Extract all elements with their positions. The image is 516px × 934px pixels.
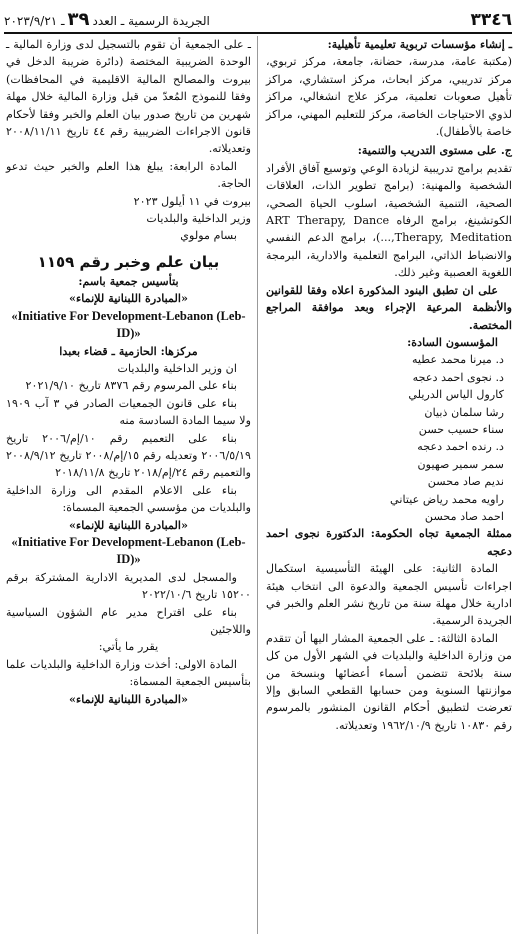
proposal-clause: بناء على اقتراح مدير عام الشؤون السياسية واللاجئين: [6, 605, 251, 636]
founders-list: [266, 351, 512, 525]
founder-name: سمر سمير صهيون: [417, 457, 504, 471]
recital: بناء على قانون الجمعيات الصادر في ٣ آب ١٩٠٩ ولا سيما المادة السادسة منه: [6, 396, 251, 428]
section-c-title: ج. على مستوى التدريب والتنمية:: [357, 143, 512, 158]
founder-name: سناء حسيب حسن: [418, 422, 504, 436]
recital: بناء على الاعلام المقدم الى وزارة الداخلية والبلديات من مؤسسي الجمعية المسماة:: [6, 483, 251, 515]
article-3: المادة الثالثة: ـ على الجمعية المشار اليها أن تتقدم من وزارة الداخلية والبلديات في الشهر الأول من كل سنة بلائحة تتضمن أسماء أعضائها وبنسخة من موازنتها السنوية ومن حسابها القطعي السابق وإلا تعرضت لتطبيق أحكام القانون المنشور بالمرسوم رقم ١٠٨٣٠ تاريخ ١٩٦٢/١٠/٩ وتعديلاته.: [266, 631, 512, 732]
signatory-name: بسام مولوي: [180, 229, 237, 243]
gazette-name: الجريدة الرسمية ـ العدد: [92, 14, 210, 28]
founder-name: راويه محمد رياض عيتاني: [390, 492, 504, 506]
founder-name: نديم صاد محسن: [427, 475, 504, 489]
right-column: [258, 36, 512, 934]
notice-title: بيان علم وخبر رقم ١١٥٩: [37, 252, 220, 271]
section-c-body: تقديم برامج تدريبية لزيادة الوعي وتوسيع آفاق الأفراد الشخصية والمهنية: (برامج تطوير الذات، العلاقات الصحية، التنمية الشخصية، اسلوب الحياة الصحي، الكوتشينغ، برامج الرفاه ART Therapy, Dance Therapy, Meditation,...)، برامج الدعم النفسي والانضباط الذاتي، البرامج التعلمية والادارية، البرمجة اللغوية العصبية وغير ذلك.: [266, 161, 512, 280]
decides-clause: يقرر ما يأتي:: [98, 640, 159, 654]
recital: بناء على المرسوم رقم ٨٣٧٦ تاريخ ٢٠٢١/٩/١٠: [25, 379, 237, 393]
recital: بناء على التعميم رقم ١٠/إم/٢٠٠٦ تاريخ ٢٠٠٦/٥/١٩ وتعديله رقم ١٥/إم/٢٠٠٨ تاريخ ٢٠٠٨/٩/١٢ والتعميم رقم ٢٤/إم/٢٠١٨ تاريخ ٢٠١٨/١١/٨: [6, 431, 252, 480]
article-4: المادة الرابعة: يبلغ هذا العلم والخبر حيث تدعو الحاجة.: [6, 159, 251, 191]
page-header: [4, 4, 512, 34]
founders-title: المؤسسون السادة:: [407, 334, 498, 349]
founder-name: كارول الياس الدريلي: [408, 388, 504, 402]
association-name-en-2: «Initiative For Development-Lebanon (Leb-ID)»: [11, 534, 246, 567]
founder-name: د. رنده احمد دعجه: [417, 440, 504, 454]
registration-clause: والمسجل لدى المديرية الادارية المشتركة برقم ١٥٢٠٠ تاريخ ٢٠٢٢/١٠/٦: [6, 570, 251, 602]
item-establish-body: (مكتبة عامة، مدرسة، حضانة، جامعة، مركز تربوي، مركز تدريبي، مركز ابحاث، مركز استشاري، مراكز تأهيل صعوبات تعلمية، مركز علاج انشغالي، مراكز لذوي الاحتياجات الخاصة، مركز للتعليم المهني، مراكز خاصة بالأطفال).: [266, 55, 512, 139]
association-name-ar-3: «المبادرة اللبنانية للإنماء»: [69, 691, 188, 706]
recital: ان وزير الداخلية والبلديات: [117, 361, 237, 375]
notice-subtitle: بتأسيس جمعية باسم:: [78, 273, 179, 288]
gazette-title: [4, 9, 210, 30]
article-2: المادة الثانية: على الهيئة التأسيسية استكمال اجراءات تأسيس الجمعية والدعوة الى انتخاب هيئة ادارية خلال مهلة سنة من تاريخ نشر العلم والخبر في الجريدة الرسمية.: [266, 562, 512, 628]
issue-number: ٣٩: [67, 9, 90, 30]
association-name-ar: «المبادرة اللبنانية للإنماء»: [69, 291, 188, 306]
item-establish: ـ إنشاء مؤسسات تربوية تعليمية تأهيلية:: [327, 37, 512, 51]
page-number: ٣٣٤٦: [470, 10, 512, 30]
government-representative: ممثلة الجمعية تجاه الحكومة: الدكتورة نجوى احمد دعجه: [266, 526, 512, 558]
apply-clause: على ان تطبق البنود المذكورة اعلاه وفقا للقوانين والأنظمة المرعية الإجراء وبعد موافقة المراجع المختصة.: [266, 282, 512, 332]
place-date: بيروت في ١١ أيلول ٢٠٢٣: [133, 194, 251, 208]
founder-name: رشا سلمان ذبيان: [424, 405, 504, 419]
page-columns: [4, 36, 512, 934]
founder-name: احمد صاد محسن: [424, 509, 504, 523]
minister-title: وزير الداخلية والبلديات: [146, 212, 251, 226]
association-seat: مركزها: الحازمية ـ قضاء بعبدا: [59, 343, 198, 358]
issue-date: ـ ٢٠٢٣/٩/٢١: [4, 14, 65, 28]
left-column: [4, 36, 258, 934]
article-1: المادة الاولى: أخذت وزارة الداخلية والبلديات علما بتأسيس الجمعية المسماة:: [6, 657, 251, 689]
tax-clause: ـ على الجمعية أن تقوم بالتسجيل لدى وزارة المالية ـ الوحدة الضريبية المختصة (دائرة ضريبة الدخل في بيروت والمصالح المالية الاقليمية في المحافظات) وفقا للنموذج المُعدّ من قبل وزارة المالية خلال مهلة شهرين من تاريخ صدور بيان العلم والخبر وفقا لأحكام قانون الاجراءات الضريبية رقم ٤٤ تاريخ ٢٠٠٨/١١/١١ وتعديلاته.: [6, 38, 251, 156]
founder-name: د. نجوى احمد دعجه: [412, 370, 504, 384]
association-name-ar-2: «المبادرة اللبنانية للإنماء»: [69, 517, 188, 532]
founder-name: د. ميرنا محمد عطيه: [411, 353, 504, 367]
signature-block: [6, 193, 251, 245]
association-name-en: «Initiative For Development-Lebanon (Leb-ID)»: [11, 308, 246, 341]
